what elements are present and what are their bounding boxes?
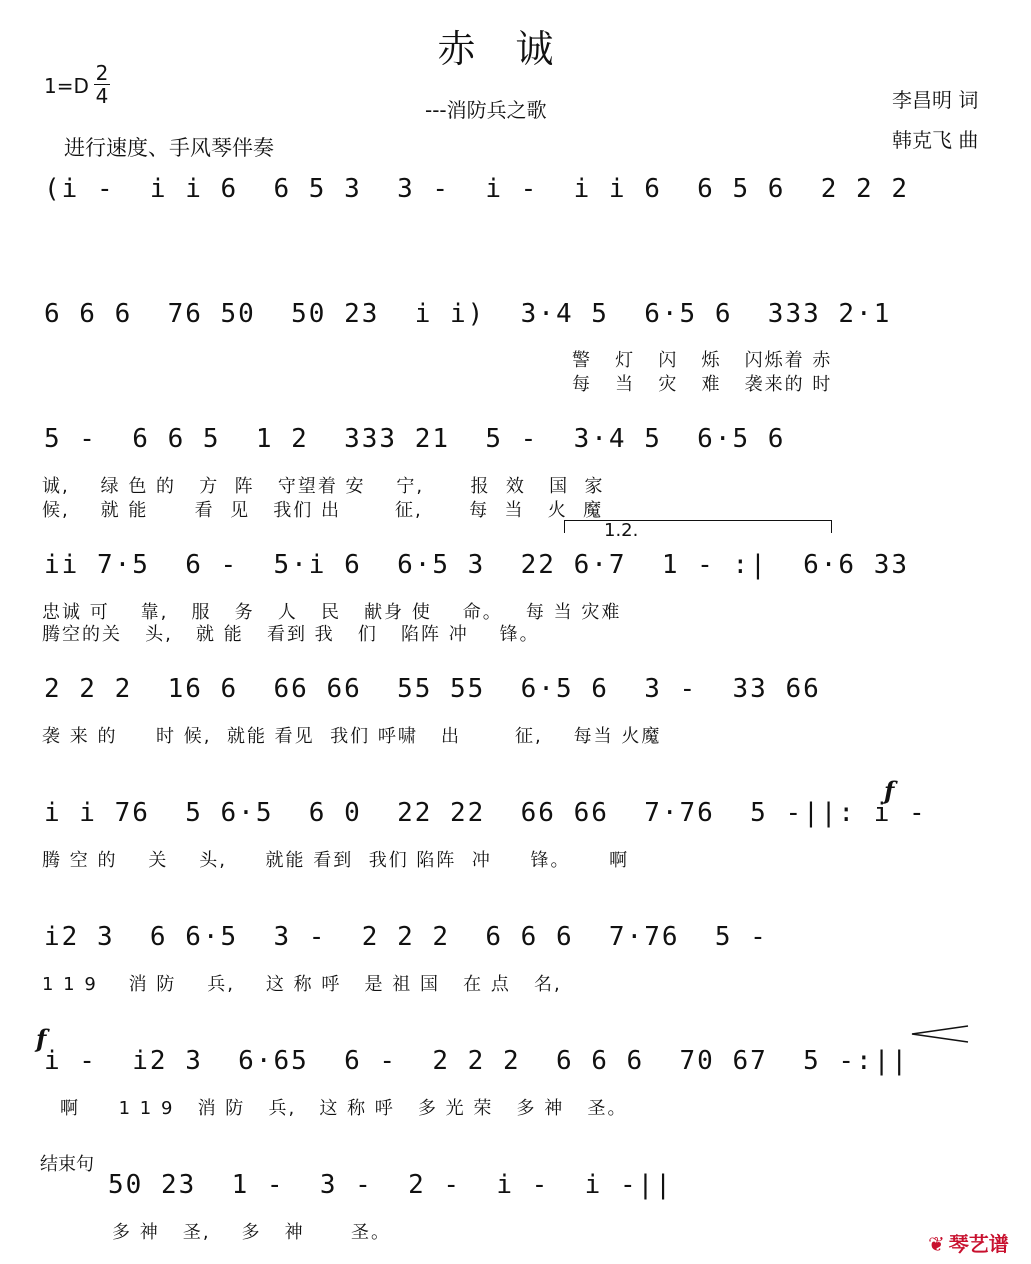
lyrics-verse-1: 多 神 圣, 多 神 圣。 (112, 1222, 391, 1243)
meter-top: 2 (95, 61, 109, 85)
dynamic-forte: f (36, 1024, 47, 1053)
meter-bottom: 4 (95, 84, 109, 108)
score-row-1 (36, 160, 996, 222)
score-row-4 (36, 536, 996, 598)
notes-line: ii 7·5 6 - 5·i 6 6·5 3 22 6·7 1 - :| 6·6 33 (44, 550, 910, 580)
lyricist-credit: 李昌明 词 (892, 88, 979, 112)
ending-label: 结束句 (40, 1154, 94, 1175)
score-row-6 (36, 784, 996, 846)
lyrics-verse-1: 忠诚 可 靠, 服 务 人 民 献身 使 命。 每 当 灾难 (42, 602, 622, 623)
lyrics-verse-1: 袭 来 的 时 候, 就能 看见 我们 呼啸 出 征, 每当 火魔 (42, 726, 662, 747)
notes-line: 5 - 6 6 5 1 2 333 21 5 - 3·4 5 6·5 6 (44, 424, 786, 454)
crescendo-hairpin (910, 1024, 970, 1044)
dynamic-forte: f (884, 776, 895, 805)
score-row-7 (36, 908, 996, 970)
lyrics-verse-2: 腾空的关 头, 就 能 看到 我 们 陷阵 冲 锋。 (42, 624, 540, 645)
notes-line: i2 3 6 6·5 3 - 2 2 2 6 6 6 7·76 5 - (44, 922, 768, 952)
lyrics-verse-2: 候, 就 能 看 见 我们 出 征, 每 当 火 魔 (42, 500, 604, 521)
notes-line: (i - i i 6 6 5 3 3 - i - i i 6 6 5 6 2 2 2 (44, 174, 910, 204)
score-row-5 (36, 660, 996, 722)
lyrics-verse-1: 啊 1 1 9 消 防 兵, 这 称 呼 多 光 荣 多 神 圣。 (60, 1098, 628, 1119)
logo-text: 琴艺谱 (948, 1232, 1009, 1256)
lyrics-verse-2: 每 当 灾 难 袭来的 时 (572, 374, 833, 395)
subtitle: ---消防兵之歌 (425, 98, 547, 122)
piano-logo-icon: ❦ (928, 1232, 945, 1256)
key-signature: 1=D (44, 74, 89, 98)
score-row-8 (36, 1032, 996, 1094)
score-row-3 (36, 410, 996, 472)
lyrics-verse-1: 诚, 绿 色 的 方 阵 守望着 安 宁, 报 效 国 家 (42, 476, 605, 497)
notes-line: i i 76 5 6·5 6 0 22 22 66 66 7·76 5 -||: i - (44, 798, 927, 828)
lyrics-verse-1: 1 1 9 消 防 兵, 这 称 呼 是 祖 国 在 点 名, (42, 974, 562, 995)
notes-line: i - i2 3 6·65 6 - 2 2 2 6 6 6 70 67 5 -:|| (44, 1046, 910, 1076)
time-signature (94, 62, 110, 107)
lyrics-verse-1: 警 灯 闪 烁 闪烁着 赤 (572, 350, 833, 371)
tempo-marking: 进行速度、手风琴伴奏 (64, 136, 274, 160)
score-row-ending (100, 1156, 800, 1218)
composer-credit: 韩克飞 曲 (892, 128, 979, 152)
notes-line: 50 23 1 - 3 - 2 - i - i -|| (108, 1170, 673, 1200)
notes-line: 2 2 2 16 6 66 66 55 55 6·5 6 3 - 33 66 (44, 674, 821, 704)
volta-label: 1.2. (604, 520, 639, 541)
lyrics-verse-1: 腾 空 的 关 头, 就能 看到 我们 陷阵 冲 锋。 啊 (42, 850, 630, 871)
score-row-2 (36, 285, 996, 347)
song-title: 赤诚 (437, 27, 594, 71)
notes-line: 6 6 6 76 50 50 23 i i) 3·4 5 6·5 6 333 2·1 (44, 299, 892, 329)
site-logo (928, 1228, 1009, 1257)
